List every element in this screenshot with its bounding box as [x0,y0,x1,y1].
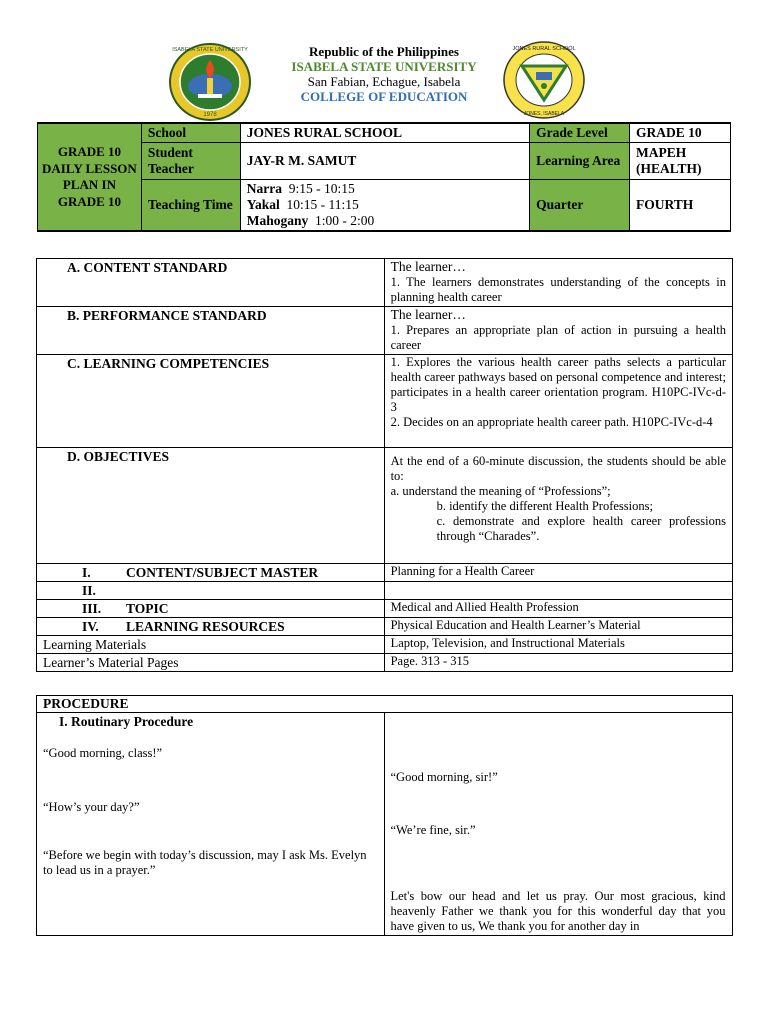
grade-level-label: Grade Level [530,123,630,142]
lm-pages-label: Learner’s Material Pages [37,654,385,672]
procedure-teacher-column [37,713,385,936]
procedure-student-column [384,713,733,936]
header-college: COLLEGE OF EDUCATION [300,89,468,104]
student-teacher-value: JAY-R M. SAMUT [240,142,529,179]
competencies-label: C. LEARNING COMPETENCIES [37,355,385,448]
seal-bottom-text: JONES, ISABELA [523,111,565,117]
objectives-value: At the end of a 60-minute discussion, the students should be able to: a. understand the meaning of “Professions”; b. identify the different Health Professions; c. demonstrate and explore health career professions through “Charades”. [384,448,732,564]
teacher-line-3: “Before we begin with today’s discussion, may I ask Ms. Evelyn to lead us in a prayer.” [43,848,367,877]
lm-pages-value: Page. 313 - 315 [384,654,732,672]
school-label: School [141,123,240,142]
time-row: Narra 9:15 - 10:15 [246,180,355,196]
student-line-2: “We’re fine, sir.” [390,823,476,837]
header-university: ISABELA STATE UNIVERSITY [291,59,477,74]
content-standard-label: A. CONTENT STANDARD [37,259,385,307]
performance-standard-value: The learner… 1. Prepares an appropriate plan of action in pursuing a health career [384,307,732,355]
school-value: JONES RURAL SCHOOL [240,123,529,142]
content-subject-master-value: Planning for a Health Career [384,564,732,582]
learning-area-value: MAPEH (HEALTH) [630,142,731,179]
teaching-time-value [240,179,529,231]
student-line-3: Let's bow our head and let us pray. Our most gracious, kind heavenly Father we thank you for this wonderful day that you have given to us, We thank you for another day in [390,889,726,933]
teacher-line-1: “Good morning, class!” [43,746,163,760]
grade-block: GRADE 10 DAILY LESSON PLAN IN GRADE 10 [38,123,142,231]
quarter-label: Quarter [530,179,630,231]
learning-resources-value: Physical Education and Health Learner’s Material [384,618,732,636]
grade-level-value: GRADE 10 [630,123,731,142]
header-address: San Fabian, Echague, Isabela [307,74,461,89]
learning-resources-label: IV. LEARNING RESOURCES [37,618,385,636]
topic-value: Medical and Allied Health Profession [384,600,732,618]
seal-ring-text: ISABELA STATE UNIVERSITY [172,47,248,53]
competencies-value: 1. Explores the various health career paths selects a particular health career pathways based on personal competence and interest; participates in a health career orientation program. H10PC-IVc-d-3 2. Decides on an appropriate health career path. H10PC-IVc-d-4 [384,355,732,448]
teacher-line-2: “How’s your day?” [43,800,140,814]
row-ii-label: II. [37,582,385,600]
objectives-label: D. OBJECTIVES [37,448,385,564]
performance-standard-label: B. PERFORMANCE STANDARD [37,307,385,355]
header-republic: Republic of the Philippines [309,44,459,59]
procedure-table [36,695,733,936]
learning-area-label: Learning Area [530,142,630,179]
seal-year: 1978 [203,112,217,118]
quarter-value: FOURTH [630,179,731,231]
content-subject-master-label: I. CONTENT/SUBJECT MASTER [37,564,385,582]
standards-table [36,258,733,672]
teaching-time-label: Teaching Time [141,179,240,231]
learning-materials-label: Learning Materials [37,636,385,654]
content-standard-value: The learner… 1. The learners demonstrates understanding of the concepts in planning health career [384,259,732,307]
student-teacher-label: Student Teacher [141,142,240,179]
time-row: Yakal 10:15 - 11:15 [246,196,359,212]
student-line-1: “Good morning, sir!” [390,770,498,784]
topic-label: III. TOPIC [37,600,385,618]
row-ii-value [384,582,732,600]
learning-materials-value: Laptop, Television, and Instructional Materials [384,636,732,654]
time-row: Mahogany 1:00 - 2:00 [246,212,375,228]
routinary-procedure-title: I. Routinary Procedure [59,714,194,729]
lesson-info-table [37,122,731,232]
seal-ring-text: JONES RURAL SCHOOL [512,46,576,52]
procedure-title: PROCEDURE [37,696,733,713]
